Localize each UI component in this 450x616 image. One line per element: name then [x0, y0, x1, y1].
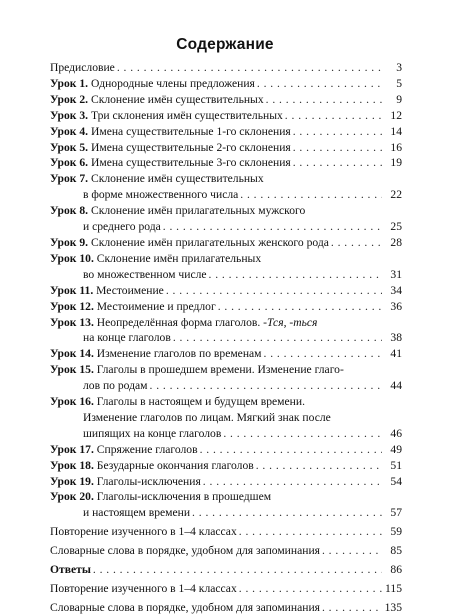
leader-dots [93, 562, 382, 578]
page-number: 49 [390, 442, 402, 456]
entry-text: Имена существительные 3-го склонения [90, 156, 291, 170]
page-number: 22 [390, 188, 402, 202]
toc-entry[interactable] [50, 124, 402, 140]
entry-text: Глаголы в прошедшем времени. Изменение глаго- [96, 363, 344, 377]
entry-text-continued: и настоящем времени [83, 506, 191, 520]
page-title: Содержание [176, 36, 274, 53]
lesson-label: Урок 6. [50, 156, 89, 170]
page-number: 19 [390, 156, 402, 170]
leader-dots [192, 505, 382, 521]
toc-entry[interactable] [50, 600, 402, 616]
toc-entry[interactable] [50, 76, 402, 92]
toc-entry[interactable] [50, 60, 402, 76]
leader-dots [203, 474, 382, 490]
lesson-label: Урок 15. [50, 363, 94, 377]
lesson-label: Урок 18. [50, 458, 94, 472]
entry-text-continued: шипящих на конце глаголов [83, 426, 222, 440]
leader-dots [322, 600, 382, 616]
leader-dots [200, 442, 382, 458]
lesson-label: Урок 20. [50, 490, 94, 504]
lesson-label: Урок 14. [50, 347, 94, 361]
toc-entry[interactable] [50, 203, 402, 235]
toc-entry[interactable] [50, 171, 402, 203]
entry-text: Три склонения имён существительных [90, 108, 283, 122]
toc-list [50, 60, 402, 616]
lesson-label: Урок 13. [50, 315, 94, 329]
lesson-label: Урок 17. [50, 442, 94, 456]
leader-dots [264, 346, 382, 362]
page-number: 46 [390, 426, 402, 440]
page-number: 16 [390, 140, 402, 154]
toc-entry[interactable] [50, 283, 402, 299]
entry-text: Спряжение глаголов [96, 442, 198, 456]
toc-entry[interactable] [50, 458, 402, 474]
entry-text: Изменение глаголов по временам [96, 347, 262, 361]
entry-text: Склонение имён прилагательных мужского [90, 204, 306, 218]
lesson-label: Урок 5. [50, 140, 89, 154]
entry-text: Неопределённая форма глаголов. [96, 315, 261, 329]
leader-dots [266, 92, 382, 108]
entry-text: Склонение имён существительных [90, 172, 264, 186]
page-number: 9 [396, 92, 402, 106]
entry-text-continued: во множественном числе [83, 267, 207, 281]
toc-entry[interactable] [50, 474, 402, 490]
page-number: 54 [390, 474, 402, 488]
toc-entry[interactable] [50, 346, 402, 362]
toc-entry[interactable] [50, 140, 402, 156]
toc-entry[interactable] [50, 489, 402, 521]
entry-text: Местоимение и предлог [96, 299, 216, 313]
toc-entry[interactable] [50, 315, 402, 347]
toc-entry[interactable] [50, 235, 402, 251]
leader-dots [331, 235, 382, 251]
toc-entry[interactable] [50, 362, 402, 394]
leader-dots [150, 378, 383, 394]
page-number: 14 [390, 124, 402, 138]
lesson-label: Урок 2. [50, 92, 89, 106]
leader-dots [239, 581, 382, 597]
lesson-label: Урок 12. [50, 299, 94, 313]
page-number: 3 [396, 61, 402, 74]
leader-dots [117, 60, 382, 76]
page-number: 85 [390, 544, 402, 558]
toc-entry[interactable] [50, 562, 402, 578]
entry-text: Имена существительные 1-го склонения [90, 124, 291, 138]
entry-text-continued: в форме множественного числа [83, 188, 239, 202]
page-number: 25 [390, 220, 402, 234]
page-number: 34 [390, 283, 402, 297]
leader-dots [166, 283, 382, 299]
entry-text: Глаголы-исключения в прошедшем [96, 490, 272, 504]
leader-dots [218, 299, 382, 315]
entry-text: Склонение имён существительных [90, 92, 264, 106]
page-number: 115 [385, 582, 402, 595]
toc-entry[interactable] [50, 581, 402, 597]
page-number: 86 [390, 563, 402, 577]
page-number: 12 [390, 108, 402, 122]
entry-text: Предисловие [50, 61, 115, 74]
page-number: 38 [390, 331, 402, 345]
entry-text: Глаголы в настоящем и будущем времени. [96, 395, 305, 409]
toc-entry[interactable] [50, 108, 402, 124]
lesson-label: Урок 7. [50, 172, 89, 186]
toc-entry[interactable] [50, 251, 402, 283]
entry-text: Повторение изученного в 1–4 классах [50, 525, 237, 539]
lesson-label: Урок 8. [50, 204, 89, 218]
leader-dots [256, 458, 382, 474]
entry-text-continued: и среднего рода [83, 220, 161, 234]
leader-dots [293, 124, 382, 140]
toc-entry[interactable] [50, 92, 402, 108]
entry-text: Местоимение [96, 283, 164, 297]
entry-text: Однородные члены предложения [90, 76, 255, 90]
lesson-label: Урок 4. [50, 124, 89, 138]
toc-entry[interactable] [50, 394, 402, 442]
lesson-label: Урок 9. [50, 235, 89, 249]
leader-dots [209, 267, 382, 283]
entry-text: Повторение изученного в 1–4 классах [50, 582, 237, 595]
leader-dots [293, 155, 382, 171]
leader-dots [223, 426, 382, 442]
lesson-label: Урок 10. [50, 251, 94, 265]
leader-dots [293, 140, 382, 156]
page-number: 59 [390, 525, 402, 539]
toc-entry[interactable] [50, 524, 402, 540]
page-number: 135 [384, 600, 402, 614]
lesson-label: Урок 3. [50, 108, 89, 122]
lesson-label: Урок 1. [50, 76, 89, 90]
page-number: 44 [390, 379, 402, 393]
leader-dots [163, 219, 382, 235]
toc-entry[interactable] [50, 442, 402, 458]
page-number: 57 [390, 506, 402, 520]
entry-text: Имена существительные 2-го склонения [90, 140, 291, 154]
entry-text-continued: на конце глаголов [83, 331, 171, 345]
page-number: 51 [390, 458, 402, 472]
leader-dots [173, 330, 382, 346]
leader-dots [285, 108, 382, 124]
lesson-label: Урок 11. [50, 283, 94, 297]
entry-text-continued: лов по родам [83, 379, 148, 393]
page-number: 5 [396, 76, 402, 90]
toc-entry[interactable] [50, 299, 402, 315]
leader-dots [240, 187, 382, 203]
leader-dots [239, 524, 382, 540]
lesson-label: Урок 16. [50, 395, 94, 409]
toc-entry[interactable] [50, 543, 402, 559]
entry-text: Склонение имён прилагательных женского рода [90, 235, 329, 249]
leader-dots [257, 76, 382, 92]
answers-label: Ответы [50, 563, 91, 577]
page-number: 36 [390, 299, 402, 313]
page-number: 31 [390, 267, 402, 281]
entry-text-continued: Изменение глаголов по лицам. Мягкий знак после [83, 410, 331, 424]
entry-text: Словарные слова в порядке, удобном для запоминания [50, 544, 320, 558]
page-number: 41 [390, 347, 402, 361]
entry-text: Безударные окончания глаголов [96, 458, 254, 472]
entry-text: Словарные слова в порядке, удобном для запоминания [50, 600, 320, 614]
entry-text: Глаголы-исключения [96, 474, 201, 488]
toc-entry[interactable] [50, 155, 402, 171]
lesson-label: Урок 19. [50, 474, 94, 488]
entry-text: Склонение имён прилагательных [96, 251, 262, 265]
page-number: 28 [390, 235, 402, 249]
italic-suffix: -Тся, -ться [263, 315, 318, 329]
leader-dots [322, 543, 382, 559]
